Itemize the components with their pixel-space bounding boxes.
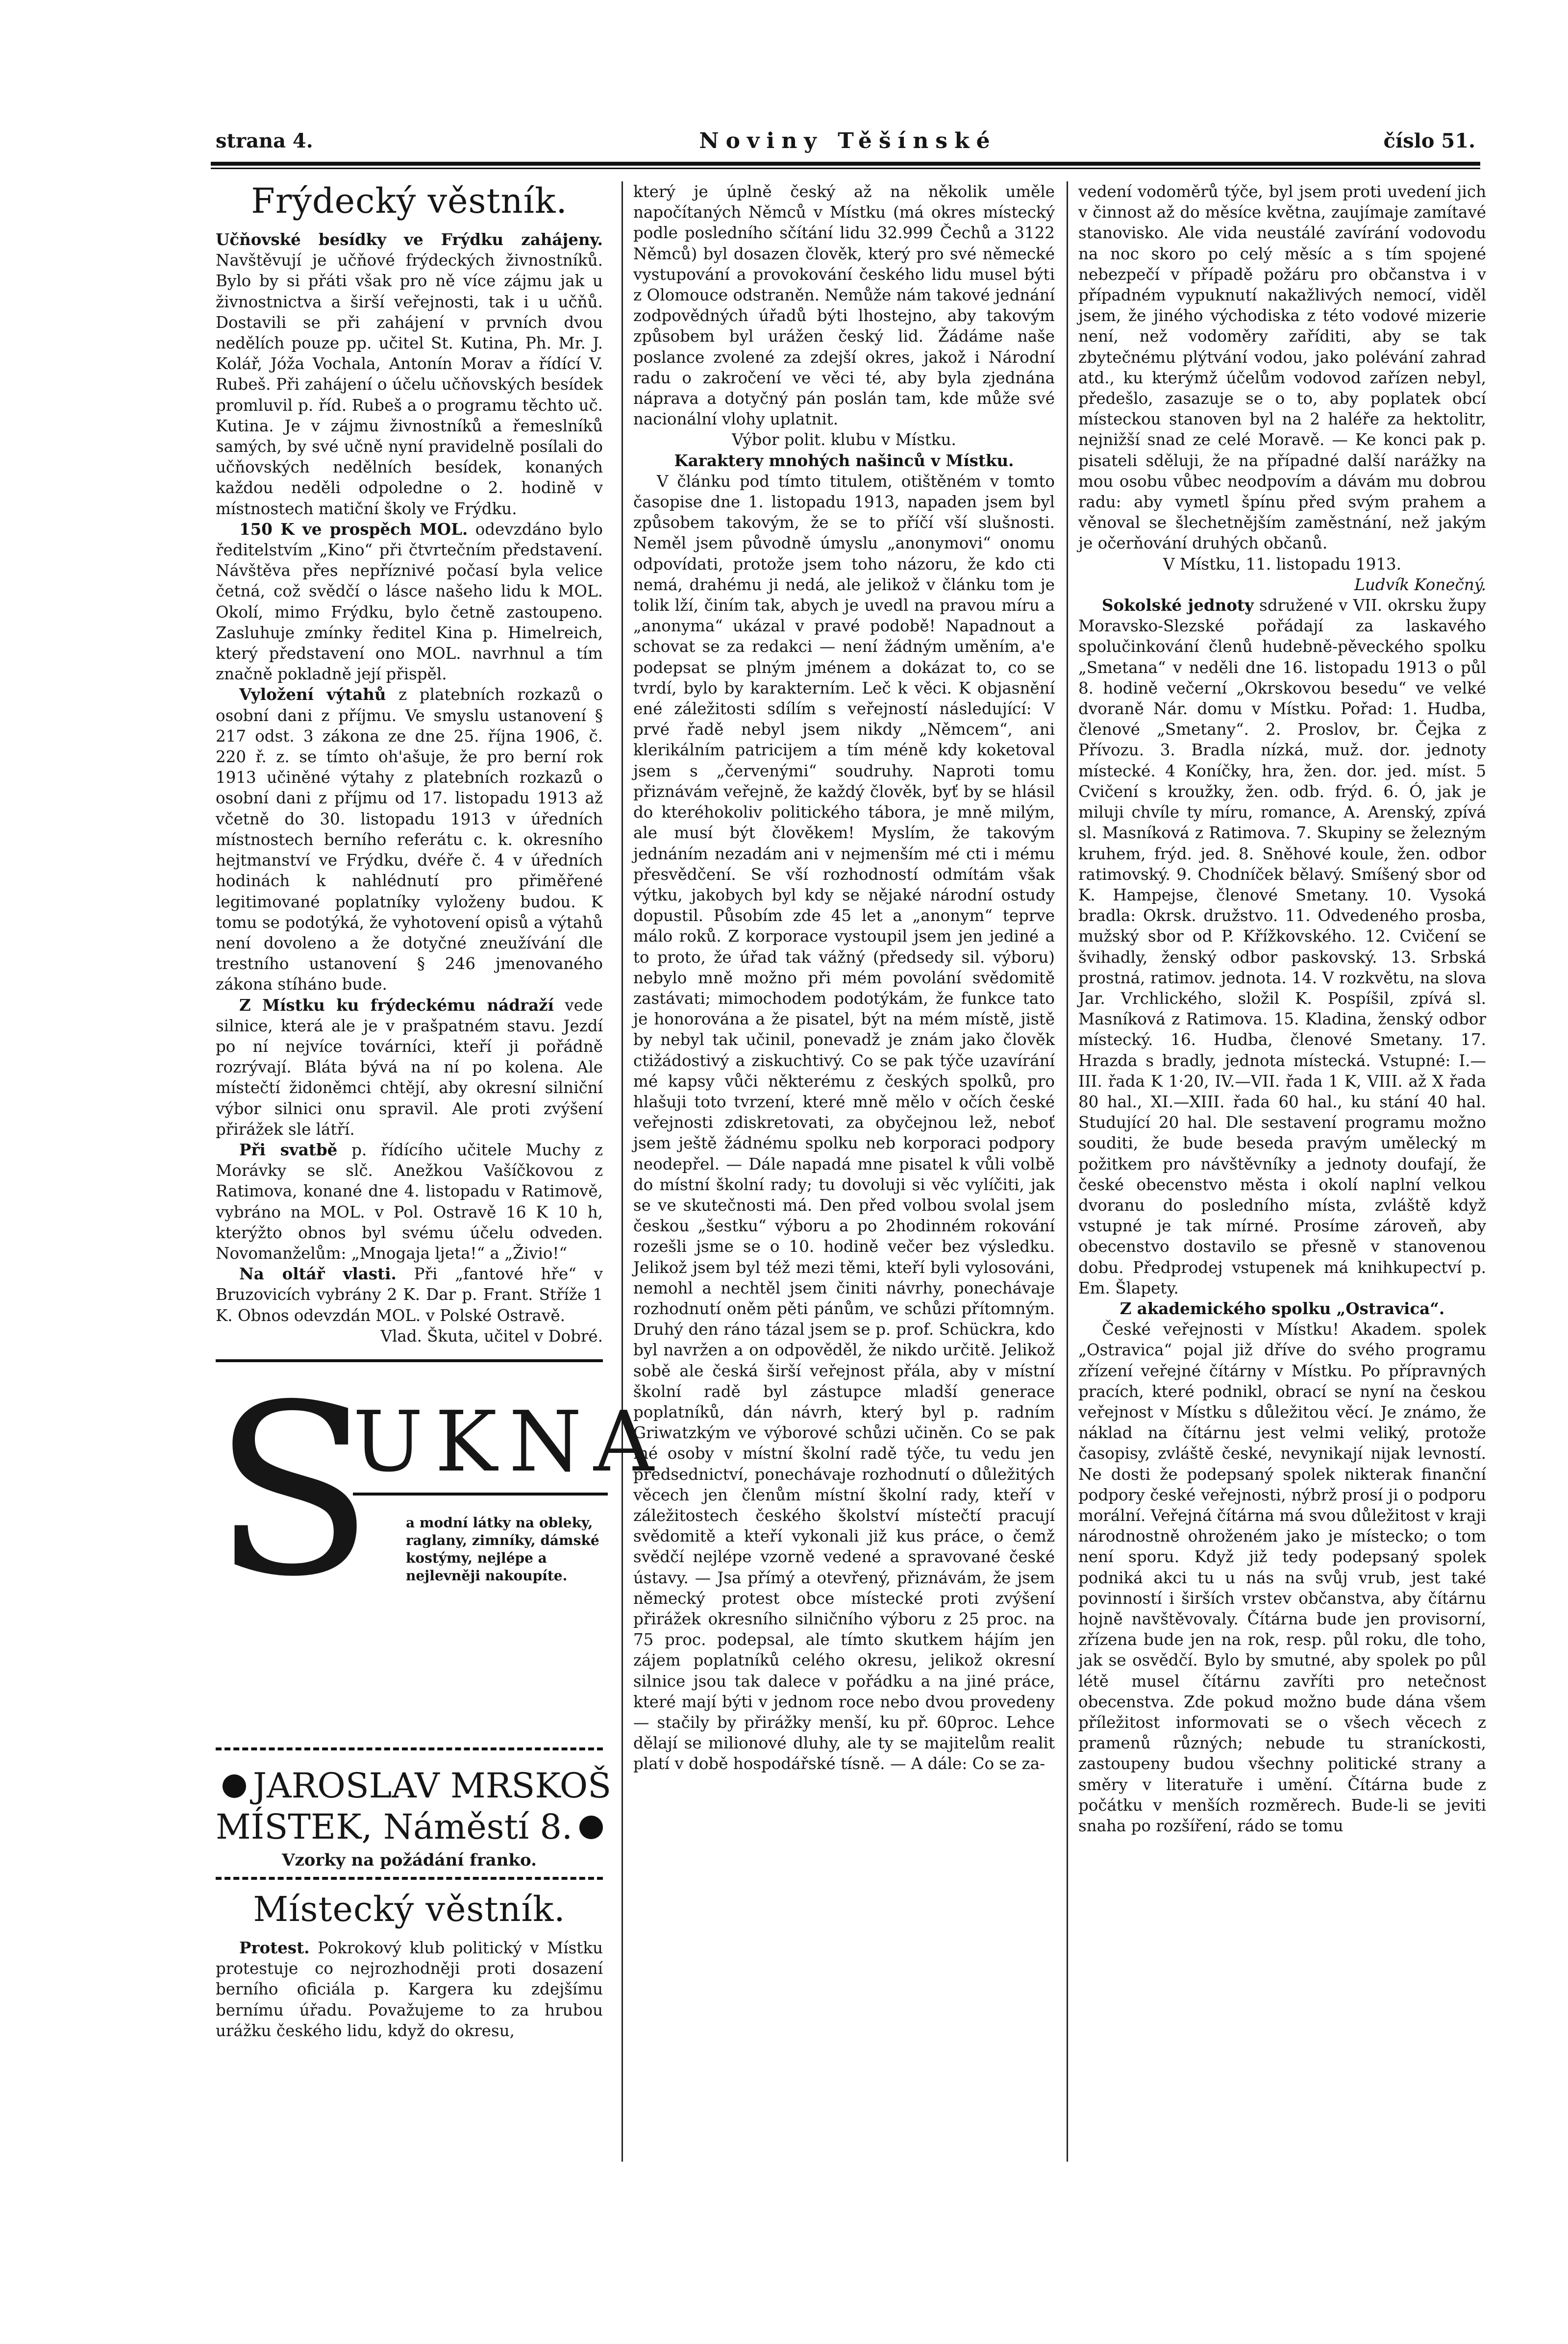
article-lead: Na oltář vlasti. xyxy=(239,1264,397,1284)
article-text: Pokrokový klub politický v Místku protestuje co nejrozhodněji proti dosazení berního oficiála p. Kargera ku zdejšímu bernímu úřadu. Považujeme to za hrubou urážku českého lidu, když do okresu, xyxy=(216,1938,603,2040)
shop-name-line xyxy=(216,1765,612,1806)
shop-address: MÍSTEK, Náměstí 8. xyxy=(216,1806,573,1847)
ad-headline: UKNA xyxy=(353,1393,666,1491)
bullet-icon xyxy=(579,1816,603,1839)
article-paragraph xyxy=(216,229,603,519)
article-lead: Při svatbě xyxy=(239,1140,338,1159)
section-title-mistek: Místecký věstník. xyxy=(253,1889,566,1929)
bullet-icon xyxy=(223,1774,246,1798)
article-text: p. řídícího učitele Muchy z Morávky se slč. Anežkou Vašíčkovou z Ratimova, konané dne 4. listopadu v Ratimově, vybráno na MOL. v Pol. Ostravě 16 K 10 h, kterýžto obnos byl svému účelu odveden. Novomanželům: „Mnogaja ljeta!“ a „Živio!“ xyxy=(216,1140,603,1263)
column-1 xyxy=(213,181,666,2167)
header-rule-thin xyxy=(211,168,1480,169)
column-divider xyxy=(622,181,623,2162)
column-3 xyxy=(1078,181,1486,2181)
newspaper-title: Noviny Těšínské xyxy=(699,128,997,153)
article-lead: Protest. xyxy=(239,1938,310,1957)
shop-address-line xyxy=(216,1806,603,1847)
article-paragraph xyxy=(1078,595,1486,1298)
shop-note: Vzorky na požádání franko. xyxy=(282,1850,537,1870)
article-paragraph xyxy=(216,1140,603,1264)
page-number: strana 4. xyxy=(216,129,313,152)
article-text: z platebních rozkazů o osobní dani z příjmu. Ve smyslu ustanovení § 217 odst. 3 zákona ze dne 25. října 1906, č. 220 ř. z. se tímto oh'ašuje, že pro berní rok 1913 učiněné výtahy z platebních rozkazů o osobní dani z příjmu od 17. listopadu 1913 až včetně do 30. listopadu 1913 v úředních místnostech berního referátu c. k. okresního hejtmanství ve Frýdku, dvéře č. 4 v úředních hodinách k nahlédnutí pro přiměřené legitimované poplatníky vyloženy budou. K tomu se podotýká, že vyhotovení opisů a výtahů není dovoleno a že dotyčné zneužívání dle trestního ustanovení § 246 jmenovaného zákona stíháno bude. xyxy=(216,685,603,994)
article-paragraph: České veřejnosti v Místku! Akadem. spolek „Ostravica“ pojal již dříve do svého programu zřízení veřejné čítárny v Místku. Po přípravných pracích, které podnikl, obrací se nyní na českou veřejnost v Místku s důležitou věcí. Je známo, že náklad na čítárnu jest velmi veliký, protože časopisy, zvláště české, nevynikají nijak levností. Ne dosti že podepsaný spolek nikterak finanční podpory české veřejnosti, nýbrž prosí ji o podporu morální. Veřejná čítárna má svou důležitost v kraji národnostně ohroženém jako je místecko; o tom není sporu. Když již tedy podepsaný spolek podniká akci tu u nás na svůj vrub, jest také povinností i širších vrstev občanstva, aby čítárnu hojně navštěvovaly. Čítárna bude jen provisorní, zřízena bude jen na rok, resp. půl roku, dle toho, jak se osvědčí. Bylo by smutné, aby spolek po půl létě musel čítárnu zavříti pro netečnost obecenstva. Zde pokud možno bude dána všem příležitost informovati se o všech věcech z pramenů různých; nebude tu straníckosti, zastoupeny budou všechny politické strany a směry v literatuře i umění. Čítárna bude z počátku v menších rozměrech. Bude-li se jeviti snaha po rozšíření, rádo se tomu xyxy=(1078,1320,1486,1836)
article-paragraph: vedení vodoměrů týče, byl jsem proti uvedení jich v činnost až do měsíce května, zaujímaje zamítavé stanovisko. Ale vida neustálé zavírání vodovodu na noc skoro po celý měsíc a s tím spojené nebezpečí v případě požáru pro občanstva i v případném vypuknutí nakažlivých nemocí, viděl jsem, že jiného východiska z této vodové mizerie není, než vodoměry zaříditi, aby se tak zbytečnému plýtvání vodou, jako polévání zahrad atd., ku kterýmž účelům vodovod zařízen nebyl, předešlo, zasazuje se o to, aby poplatek obcí místeckou stanoven byl na 2 haléře za hektolitr, nejnižší snad ze celé Moravě. — Ke konci pak p. pisateli sděluji, že na případné další narážky na mou osobu vůbec neodpovím a dávám mu dobrou radu: aby vymetl špínu před svým prahem a věnoval se šlechetnějším zaměstnání, než jakým je očerňování druhých občanů. xyxy=(1078,182,1486,553)
article-lead: Sokolské jednoty xyxy=(1102,596,1254,615)
column-divider xyxy=(1067,181,1068,2162)
article-lead: Z Místku ku frýdeckému nádraží xyxy=(239,995,554,1015)
ad-divider xyxy=(216,1877,603,1880)
section-title-frydek: Frýdecký věstník. xyxy=(251,181,568,221)
advertisement-sukna xyxy=(213,1354,666,1735)
article-paragraph xyxy=(216,684,603,995)
article-paragraph xyxy=(216,995,603,1140)
article-paragraph xyxy=(216,1264,603,1326)
article-text: vede silnice, která ale je v prašpatném stavu. Jezdí po ní nejvíce továrníci, kteří ji pořádně rozrývají. Bláta bývá na ní po kolena. Ale místečtí židoněmci chtějí, aby okresní silniční výbor silnici onu spravil. Ale proti zvýšení přirážek sle látří. xyxy=(216,996,603,1139)
article-lead: Vyložení výtahů xyxy=(239,685,386,704)
article-text: sdružené v VII. okrsku župy Moravsko-Slezské pořádají za laskavého spolučinkování členů hudebně-pěveckého spolku „Smetana“ v neděli dne 16. listopadu 1913 o půl 8. hodině večerní „Okrskovou besedu“ ve velké dvoraně Nár. domu v Místku. Pořad: 1. Hudba, členové „Smetany“. 2. Proslov, br. Čejka z Přívozu. 3. Bradla nízká, muž. dor. jednoty místecké. 4 Koníčky, hra, žen. dor. jed. míst. 5 Cvičení s kroužky, žen. odb. frýd. 6. Ó, jak je miluji chvíle ty míru, romance, A. Arenský, zpívá sl. Masníková z Ratimova. 7. Skupiny se železným kruhem, frýd. jed. 8. Sněhové koule, žen. odbor ratimovský. 9. Chodníček bělavý. Smíšený sbor od K. Hampejse, členové Smetany. 10. Vysoká bradla: Okrsk. družstvo. 11. Odvedeného prosba, mužský sbor od P. Křížkovského. 12. Cvičení se švihadly, ženský odbor paskovský. 13. Srbská prostná, ratimov. jednota. 14. V rozkvětu, na slova Jar. Vrchlického, složil K. Pospíšil, zpívá sl. Masníková z Ratimova. 15. Kladina, ženský odbor místecký. 16. Hudba, členové Smetany. 17. Hrazda s bradly, jednota místecká. Vstupné: I.—III. řada K 1·20, IV.—VII. řada 1 K, VIII. až X řada 80 hal., XI.—XIII. řada 60 hal., ku stání 40 hal. Studující 20 hal. Dle sestavení programu možno souditi, že bude beseda pravým umělecký m požitkem pro návštěvníky a jednoty doufají, že české obecenstvo města i okolí naplní velkou dvoranu do posledního místa, zvláště když vstupné je tak mírné. Prosíme zároveň, aby obecenstvo dostavilo se přesně v stanovenou dobu. Předprodej vstupenek má knihkupectví p. Em. Šlapety. xyxy=(1078,596,1486,1297)
issue-number: číslo 51. xyxy=(1383,129,1475,152)
article-text: Navštěvují je učňové frýdeckých živnostníků. Bylo by si přáti však pro ně více zájmu jak u živnostnictva a širší veřejnosti, tak i u učňů. Dostavili se při zahájení v prvních dvou nedělích pouze pp. učitel St. Kutina, Ph. Mr. J. Kolář, Jóža Vochala, Antonín Morav a řídící V. Rubeš. Při zahájení o účelu učňovských besídek promluvil p. říd. Rubeš a o programu těchto uč. Kutina. Je v zájmu živnostníků a řemeslníků samých, by své učně nyní pravidelně posílali do učňovských nedělních besídek, konaných každou neděli odpoledne o 2. hodině v místnostech matiční školy ve Frýdku. xyxy=(216,251,603,518)
article-text: Při „fantové hře“ v Bruzovicích vybrány 2 K. Dar p. Frant. Stříže 1 K. Obnos odevzdán MOL. v Polské Ostravě. xyxy=(216,1265,603,1325)
column-2 xyxy=(633,181,1055,2181)
article-paragraph xyxy=(216,519,603,685)
article-paragraph: V článku pod tímto titulem, otištěném v tomto časopise dne 1. listopadu 1913, napaden jsem byl způsobem takovým, že se to příčí vší slušnosti. Neměl jsem původně úmyslu „anonymovi“ onomu odpovídati, protože jsem toho názoru, že kdo cti nemá, drahému ji nedá, ale jelikož v článku tom je tolik lží, činím tak, abych je uvedl na pravou míru a „anonyma“ ukázal v pravé podobě! Napadnout a schovat se za redakci — není žádným uměním, a'e podepsat se plným jménem a dokázat to, co se tvrdí, bylo by karakterním. Leč k věci. K objasnění ené záležitosti sdílím s veřejností následující: V prvé řadě nebyl jsem nikdy „Němcem“, ani klerikálním patricijem a tím méně kdy koketoval jsem s „červenými“ soudruhy. Naproti tomu přiznávám veřejně, že každý člověk, byť by se hlásil do kteréhokoliv politického tábora, je mně milým, ale musí být člověkem! Myslím, že takovým jednáním nezadám ani v nejmenším mé cti i mému přesvědčení. Se vší rozhodností odmítám však výtku, jakobych byl kdy se nějaké národní ostudy dopustil. Působím zde 45 let a „anonym“ teprve málo roků. Z korporace vystoupil jsem jen jediné a to proto, že úřad tak vážný (předsedy sil. výboru) nebylo mně možno při mém povolání svědomitě zastávati; mimochodem podotýkám, že funkce tato je honorována a že pisatel, být na mém místě, jistě by nebyl tak učinil, ponevadž je znám jako člověk ctižádostivý a ziskuchtivý. Co se pak týče uzavírání mé kapsy vůči některému z českých spolků, pro hlašuji toto tvrzení, které mně mělo v očích české veřejnosti zdiskretovati, za obyčejnou lež, neboť jsem ještě žádnému spolku neb korporaci podpory neodepřel. — Dále napadá mne pisatel k vůli volbě do místní školní rady; tu dovoluji si věc vylíčiti, jak se ve skutečnosti má. Den před volbou svolal jsem českou „šestku“ výboru a po 2hodinném rokování rozešli jsme se o 10. hodině večer bez výsledku. Jelikož jsem byl též mezi těmi, kteří byli vylosováni, nemohl a nechtěl jsem činiti návrhy, ponechávaje rozhodnutí oněm pěti pánům, ve schůzi přítomným. Druhý den ráno tázal jsem se p. prof. Schückra, kdo byl navržen a on odpověděl, že nikdo určitě. Jelikož sobě ale česká širší veřejnost přála, aby v místní školní radě byl zástupce mladší generace poplatníků, dán návrh, který byl p. radním Griwatzkým ve výborové schůzi učiněn. Co se pak mé osoby v místní školní radě týče, tu vedu jen předsednictví, ponechávaje rozhodnutí o důležitých věcech jen členům místní školní rady, kteří v záležitostech českého školství místečtí pracují svědomitě a kteří vykonali již kus práce, o čemž svědčí nejlépe vzorně vedené a spravované české ústavy. — Jsa přímý a otevřený, přiznávám, že jsem německý protest obce místecké proti zvýšení přirážek okresního silničního výboru z 25 proc. na 75 proc. podepsal, ale tímto skutkem hájím jen zájem poplatníků celého okresu, jelikož okresní silnice jsou tak dalece v pořádku a na jiné práce, které mají býti v jednom roce nebo dvou provedeny — stačily by přirážky menší, ku př. 60proc. Lehce dělají se milionové dluhy, ale ty se majitelům realit platí v době hospodářské tísně. — A dále: Co se za- xyxy=(633,472,1055,1773)
article-heading: Karaktery mnohých našinců v Místku. xyxy=(674,450,1014,470)
shop-advert xyxy=(216,1765,612,1873)
header-rule xyxy=(211,162,1480,166)
ad-underline xyxy=(353,1493,608,1496)
article-signature: Výbor polit. klubu v Místku. xyxy=(732,430,956,449)
shop-name: JAROSLAV MRSKOŠ xyxy=(253,1765,612,1806)
article-paragraph: který je úplně český až na několik uměle napočítaných Němců v Místku (má okres místecký podle posledního sčítání lidu 32.999 Čechů a 3122 Němců) byl dosazen člověk, který pro své německé vystupování a provokování českého lidu musel býti z Olomouce odstraněn. Nemůže nám takové jednání zodpovědných úřadů býti lhostejno, aby takovým způsobem byl urážen český lid. Žádáme naše poslance zvolené za zdejší okres, jakož i Národní radu o zakročení ve věci té, aby byla zjednána náprava a dotyčný pán poslán tam, kde může své nacionální vlohy uplatnit. xyxy=(633,182,1055,429)
article-date: V Místku, 11. listopadu 1913. xyxy=(1163,554,1401,574)
article-signature: Vlad. Škuta, učitel v Dobré. xyxy=(380,1326,603,1346)
ad-initial: S xyxy=(213,1354,374,1628)
page-header xyxy=(206,126,1490,156)
ad-description: a modní látky na obleky, raglany, zimníky, dámské kostýmy, nejlépe a nejlevněji nakoupíte. xyxy=(406,1514,599,1584)
article-heading: Z akademického spolku „Ostravica“. xyxy=(1120,1298,1445,1318)
article-lead: Učňovské besídky ve Frýdku zahájeny. xyxy=(216,230,603,249)
article-lead: 150 K ve prospěch MOL. xyxy=(239,519,468,539)
article-text: odevzdáno bylo ředitelstvím „Kino“ při čtvrtečním představení. Návštěva přes nepříznivé počasí byla velice četná, což svědčí o lásce našeho lidu k MOL. Okolí, mimo Frýdku, bylo četně zastoupeno. Zasluhuje zmínky ředitel Kina p. Himelreich, který představení ono MOL. navrhnul a tím značně pokladně její přispěl. xyxy=(216,520,603,684)
article-signature: Ludvík Konečný. xyxy=(1354,575,1486,594)
article-paragraph xyxy=(216,1938,603,2041)
ad-divider xyxy=(216,1747,603,1750)
